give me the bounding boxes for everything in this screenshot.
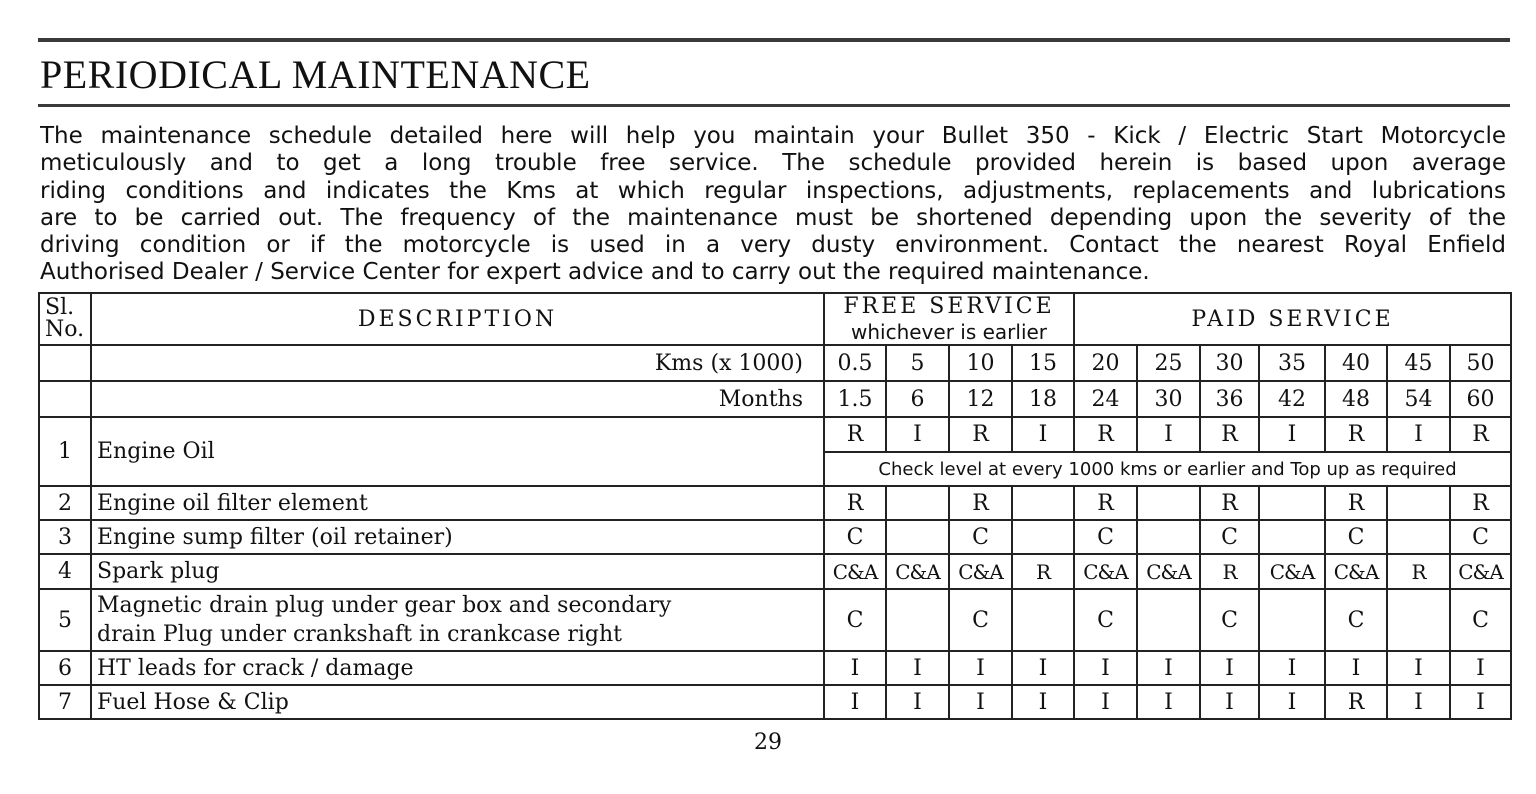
schedule-cell: C [949, 520, 1012, 554]
empty-cell [39, 345, 91, 381]
months-cell: 6 [886, 381, 949, 417]
schedule-cell: I [1012, 417, 1074, 452]
kms-cell: 50 [1450, 345, 1511, 381]
table-row [39, 554, 1511, 589]
schedule-cell: C [824, 520, 886, 554]
schedule-cell: C&A [949, 554, 1012, 589]
row-number: 4 [39, 554, 91, 589]
schedule-cell: I [1200, 685, 1259, 719]
sl-no-header [39, 293, 91, 345]
months-cell: 60 [1450, 381, 1511, 417]
schedule-cell: I [1387, 651, 1450, 685]
schedule-cell: I [1200, 651, 1259, 685]
schedule-cell [1137, 520, 1200, 554]
schedule-cell: I [1012, 651, 1074, 685]
row-number: 2 [39, 486, 91, 520]
top-rule [38, 38, 1510, 42]
kms-cell: 35 [1259, 345, 1325, 381]
table-row [39, 520, 1511, 554]
kms-cell: 20 [1074, 345, 1137, 381]
schedule-cell: I [886, 685, 949, 719]
intro-line: The maintenance schedule detailed here will help you maintain your Bullet 350 - Kick / Electric Start Motorcycle [40, 123, 1506, 149]
months-label: Months [91, 381, 824, 417]
row-description-line: drain Plug under crankshaft in crankcase right [97, 622, 622, 647]
schedule-cell: C [1450, 589, 1511, 651]
schedule-cell: C [1200, 520, 1259, 554]
schedule-cell: I [1259, 685, 1325, 719]
schedule-cell: C [949, 589, 1012, 651]
schedule-cell: I [1450, 685, 1511, 719]
kms-cell: 0.5 [824, 345, 886, 381]
intro-line: are to be carried out. The frequency of the maintenance must be shortened depending upon the severity of the [40, 204, 1506, 231]
schedule-cell: I [1259, 417, 1325, 452]
schedule-cell: R [949, 486, 1012, 520]
row-number: 7 [39, 685, 91, 719]
intro-line: driving condition or if the motorcycle is used in a very dusty environment. Contact the nearest Royal Enfield [40, 232, 1506, 259]
months-cell: 36 [1200, 381, 1259, 417]
schedule-cell: R [1074, 486, 1137, 520]
schedule-cell: R [1325, 685, 1387, 719]
row-number: 1 [39, 417, 91, 486]
months-cell: 1.5 [824, 381, 886, 417]
intro-line: meticulously and to get a long trouble free service. The schedule provided herein is based upon average [40, 150, 1506, 177]
row-number: 5 [39, 589, 91, 651]
schedule-cell: C [824, 589, 886, 651]
months-cell: 54 [1387, 381, 1450, 417]
schedule-cell [1259, 589, 1325, 651]
schedule-cell: I [949, 685, 1012, 719]
schedule-cell: R [1387, 554, 1450, 589]
months-cell: 42 [1259, 381, 1325, 417]
kms-label: Kms (x 1000) [91, 345, 824, 381]
schedule-cell: C [1325, 520, 1387, 554]
header-row [39, 293, 1511, 319]
schedule-cell [886, 486, 949, 520]
kms-cell: 45 [1387, 345, 1450, 381]
row-number: 3 [39, 520, 91, 554]
schedule-cell [1012, 589, 1074, 651]
schedule-cell: C&A [824, 554, 886, 589]
schedule-cell [886, 520, 949, 554]
schedule-cell: I [1012, 685, 1074, 719]
kms-cell: 30 [1200, 345, 1259, 381]
schedule-cell [1137, 589, 1200, 651]
schedule-cell: I [886, 651, 949, 685]
schedule-cell: I [1259, 651, 1325, 685]
page-number: 29 [754, 730, 782, 755]
free-service-header: FREE SERVICE [824, 293, 1074, 319]
schedule-cell [1387, 520, 1450, 554]
intro-line: riding conditions and indicates the Kms at which regular inspections, adjustments, replacements and lubrications [40, 177, 1506, 204]
schedule-cell: I [1387, 685, 1450, 719]
kms-cell: 25 [1137, 345, 1200, 381]
schedule-cell: C&A [1325, 554, 1387, 589]
schedule-cell: C [1074, 520, 1137, 554]
kms-cell: 10 [949, 345, 1012, 381]
row-description: Engine Oil [91, 417, 824, 486]
schedule-cell: R [1200, 554, 1259, 589]
schedule-cell: R [1074, 417, 1137, 452]
schedule-cell: C&A [1137, 554, 1200, 589]
description-header: DESCRIPTION [91, 293, 824, 345]
kms-cell: 40 [1325, 345, 1387, 381]
schedule-cell: I [824, 651, 886, 685]
row-number: 6 [39, 651, 91, 685]
schedule-cell: R [1450, 417, 1511, 452]
schedule-cell: C [1450, 520, 1511, 554]
schedule-cell: I [1387, 417, 1450, 452]
kms-cell: 5 [886, 345, 949, 381]
row-description: Spark plug [91, 554, 824, 589]
schedule-cell [1012, 520, 1074, 554]
table-row [39, 417, 1511, 452]
title-rule [38, 104, 1510, 107]
schedule-cell: I [1137, 651, 1200, 685]
schedule-cell: R [1200, 417, 1259, 452]
schedule-cell: I [1137, 417, 1200, 452]
schedule-cell: C [1325, 589, 1387, 651]
schedule-cell: I [824, 685, 886, 719]
schedule-cell: R [949, 417, 1012, 452]
schedule-cell: I [886, 417, 949, 452]
schedule-cell [886, 589, 949, 651]
schedule-cell [1137, 486, 1200, 520]
months-row [39, 381, 1511, 417]
empty-cell [39, 381, 91, 417]
schedule-cell: C&A [1259, 554, 1325, 589]
schedule-cell [1259, 486, 1325, 520]
sl-no-label2: No. [45, 317, 85, 342]
months-cell: 30 [1137, 381, 1200, 417]
schedule-cell: C&A [886, 554, 949, 589]
schedule-cell: C [1074, 589, 1137, 651]
kms-row [39, 345, 1511, 381]
row-description [91, 589, 824, 651]
schedule-cell: C&A [1074, 554, 1137, 589]
schedule-cell: I [1074, 685, 1137, 719]
schedule-cell: R [1450, 486, 1511, 520]
schedule-cell: C&A [1450, 554, 1511, 589]
schedule-cell: I [1074, 651, 1137, 685]
schedule-cell [1387, 589, 1450, 651]
schedule-cell [1012, 486, 1074, 520]
engine-oil-note: Check level at every 1000 kms or earlier and Top up as required [824, 452, 1511, 486]
schedule-cell: R [1012, 554, 1074, 589]
table-row [39, 651, 1511, 685]
schedule-cell: R [824, 417, 886, 452]
table-row [39, 486, 1511, 520]
row-description: Fuel Hose & Clip [91, 685, 824, 719]
schedule-cell: R [1325, 486, 1387, 520]
row-description: Engine oil filter element [91, 486, 824, 520]
schedule-cell [1259, 520, 1325, 554]
schedule-cell: I [1137, 685, 1200, 719]
table-row [39, 589, 1511, 651]
table-row [39, 685, 1511, 719]
kms-cell: 15 [1012, 345, 1074, 381]
months-cell: 18 [1012, 381, 1074, 417]
maintenance-table [38, 292, 1512, 720]
paid-service-header: PAID SERVICE [1074, 293, 1511, 345]
schedule-cell: R [1200, 486, 1259, 520]
page-title: PERIODICAL MAINTENANCE [40, 52, 591, 97]
intro-line: Authorised Dealer / Service Center for expert advice and to carry out the required maintenance. [40, 259, 1150, 286]
schedule-cell: I [949, 651, 1012, 685]
months-cell: 24 [1074, 381, 1137, 417]
schedule-cell: C [1200, 589, 1259, 651]
months-cell: 48 [1325, 381, 1387, 417]
row-description-line: Magnetic drain plug under gear box and secondary [97, 593, 672, 618]
row-description: Engine sump filter (oil retainer) [91, 520, 824, 554]
row-description: HT leads for crack / damage [91, 651, 824, 685]
schedule-cell: R [1325, 417, 1387, 452]
schedule-cell: I [1325, 651, 1387, 685]
free-service-subheader: whichever is earlier [824, 319, 1074, 345]
schedule-cell [1387, 486, 1450, 520]
intro-paragraph [40, 123, 1506, 287]
schedule-cell: R [824, 486, 886, 520]
sl-no-label: Sl. [45, 295, 75, 320]
schedule-cell: I [1450, 651, 1511, 685]
months-cell: 12 [949, 381, 1012, 417]
